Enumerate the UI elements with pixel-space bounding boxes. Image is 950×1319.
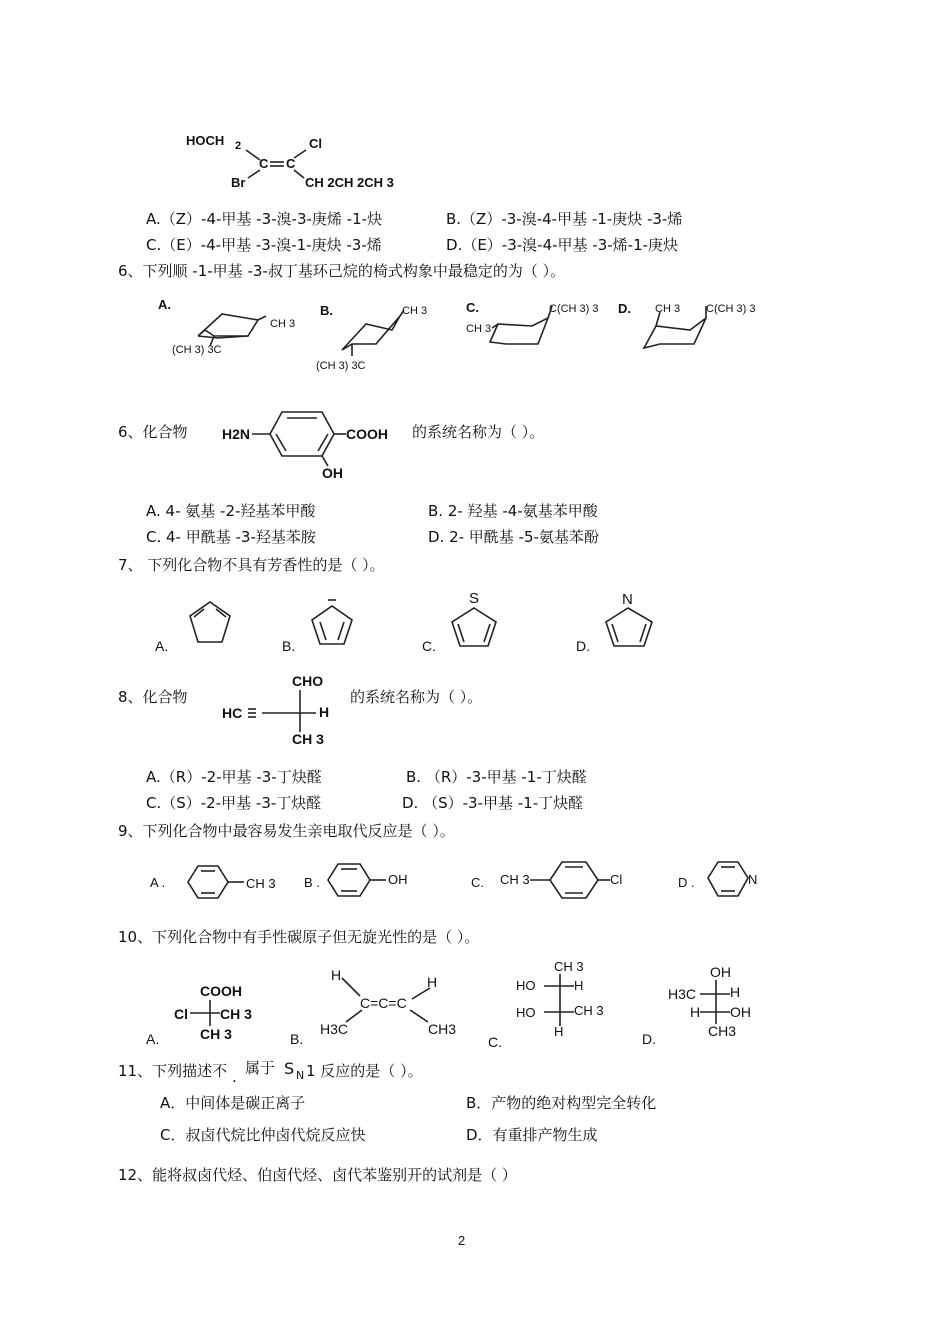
q6a-b-sub2: (CH 3) 3C	[316, 360, 366, 372]
q11-question-post: 1 反应的是（ ）。	[306, 1062, 423, 1080]
q9-letter-b: B .	[304, 875, 320, 890]
q8-prefix: 8、化合物	[118, 688, 188, 706]
q11-option-b: B．产物的绝对构型完全转化	[466, 1094, 657, 1112]
q9-d-sub: N	[748, 872, 758, 887]
q10-d-h1: H	[730, 984, 741, 1000]
q6a-letter-a: A.	[158, 297, 171, 312]
q6b-option-c: C. 4- 甲酰基 -3-羟基苯胺	[146, 528, 316, 546]
q5-option-c: C.（E）-4-甲基 -3-溴-1-庚炔 -3-烯	[146, 236, 382, 254]
q10-d-ch3: CH3	[708, 1023, 737, 1039]
q6a-letter-d: D.	[618, 301, 631, 316]
q10-b-h3c: H3C	[320, 1021, 349, 1037]
q10-d-h3c: H3C	[668, 986, 697, 1002]
q6a-d-sub2: C(CH 3) 3	[706, 303, 756, 315]
page-number: 2	[458, 1233, 466, 1248]
q6b-option-d: D. 2- 甲酰基 -5-氨基苯酚	[428, 528, 599, 546]
q10-a-cl: Cl	[174, 1006, 188, 1022]
q7-letter-d: D.	[576, 638, 590, 654]
q5-hoch2-label: HOCH	[186, 133, 225, 148]
q10-b-ch3: CH3	[428, 1021, 457, 1037]
q10-c-h2: H	[554, 1024, 564, 1039]
q7-letter-c: C.	[422, 638, 436, 654]
q10-c-ho2: HO	[516, 1005, 536, 1020]
q6b-cooh-label: COOH	[346, 426, 388, 442]
q10-b-h1: H	[331, 967, 342, 983]
q9-letter-c: C.	[471, 875, 484, 890]
q9-question: 9、下列化合物中最容易发生亲电取代反应是（ ）。	[118, 822, 455, 840]
q6a-letter-b: B.	[320, 303, 333, 318]
q8-ch3-label: CH 3	[292, 731, 324, 747]
q7-s-atom: S	[469, 590, 480, 607]
q7-question: 7、 下列化合物不具有芳香性的是（ ）。	[118, 556, 385, 574]
q5-option-b: B.（Z）-3-溴-4-甲基 -1-庚炔 -3-烯	[446, 210, 683, 228]
q10-c-ch3-top: CH 3	[554, 959, 584, 974]
q7-letter-a: A.	[155, 638, 169, 654]
q7-n-atom: N	[622, 591, 633, 608]
q6a-a-sub2: (CH 3) 3C	[172, 344, 222, 356]
q12-question: 12、能将叔卤代烃、伯卤代烃、卤代苯鉴别开的试剂是（ ）	[118, 1166, 517, 1184]
q11-question-pre: 11、下列描述不	[118, 1062, 228, 1080]
q5-c2-label: C	[286, 156, 296, 171]
q10-letter-a: A.	[146, 1031, 160, 1047]
q11-option-d: D．有重排产物生成	[466, 1126, 598, 1144]
q6a-letter-c: C.	[466, 300, 479, 315]
q9-letter-d: D .	[678, 875, 695, 890]
q6a-c-sub1: C(CH 3) 3	[549, 303, 599, 315]
q10-d-oh1: OH	[710, 964, 731, 980]
q10-d-oh2: OH	[730, 1004, 751, 1020]
q8-suffix: 的系统名称为（ ）。	[350, 688, 483, 706]
q8-cho-label: CHO	[292, 673, 324, 689]
q6a-question: 6、下列顺 -1-甲基 -3-叔丁基环己烷的椅式构象中最稳定的为（ ）。	[118, 262, 566, 280]
q9-c-sub-left: CH 3	[500, 872, 530, 887]
q8-option-c: C.（S）-2-甲基 -3-丁炔醛	[146, 794, 322, 812]
q5-c1-label: C	[259, 156, 269, 171]
q10-letter-c: C.	[488, 1034, 502, 1050]
q11-sn-n: N	[296, 1069, 305, 1082]
q11-question-mid: 属于	[245, 1059, 276, 1077]
q7-letter-b: B.	[282, 638, 296, 654]
q10-d-h2: H	[690, 1004, 701, 1020]
q10-c-h1: H	[574, 978, 584, 993]
q6a-b-sub1: CH 3	[402, 305, 428, 317]
q10-a-cooh: COOH	[200, 983, 242, 999]
q6b-oh-label: OH	[322, 465, 343, 481]
q5-cl-label: Cl	[309, 136, 322, 151]
q11-question-dot: .	[232, 1068, 237, 1086]
q10-letter-d: D.	[642, 1031, 656, 1047]
q6b-nh2-label: H2N	[222, 426, 251, 442]
q9-c-sub-right: Cl	[610, 872, 623, 887]
q5-chain-label: CH 2CH 2CH 3	[305, 175, 394, 190]
q10-question: 10、下列化合物中有手性碳原子但无旋光性的是（ ）。	[118, 928, 480, 946]
q9-letter-a: A .	[150, 875, 166, 890]
q6b-suffix: 的系统名称为（ ）。	[412, 423, 545, 441]
q8-option-a: A.（R）-2-甲基 -3-丁炔醛	[146, 768, 322, 786]
q6b-option-b: B. 2- 羟基 -4-氨基苯甲酸	[428, 502, 598, 520]
q6a-d-sub1: CH 3	[655, 303, 681, 315]
q8-hc-label: HC	[222, 705, 243, 721]
q6b-prefix: 6、化合物	[118, 423, 188, 441]
q6a-c-sub2: CH 3	[466, 323, 492, 335]
q10-c-ho1: HO	[516, 978, 536, 993]
q11-sn-s: S	[284, 1059, 295, 1078]
q5-option-d: D.（E）-3-溴-4-甲基 -3-烯-1-庚炔	[446, 236, 679, 254]
q11-option-c: C．叔卤代烷比仲卤代烷反应快	[160, 1126, 366, 1144]
q5-br-label: Br	[231, 175, 246, 190]
q10-letter-b: B.	[290, 1031, 304, 1047]
q11-option-a: A．中间体是碳正离子	[160, 1094, 306, 1112]
q5-hoch2-sub: 2	[235, 140, 242, 152]
q5-option-a: A.（Z）-4-甲基 -3-溴-3-庚烯 -1-炔	[146, 210, 383, 228]
q8-option-d: D. （S）-3-甲基 -1-丁炔醛	[402, 794, 584, 812]
q8-h-label: H	[319, 704, 330, 720]
q6a-a-sub1: CH 3	[270, 318, 296, 330]
q10-b-h2: H	[427, 974, 438, 990]
q10-a-ch3-right: CH 3	[220, 1006, 252, 1022]
q6b-option-a: A. 4- 氨基 -2-羟基苯甲酸	[146, 502, 316, 520]
q9-b-sub: OH	[388, 872, 408, 887]
q10-b-allene: C=C=C	[360, 995, 407, 1011]
q9-a-sub: CH 3	[246, 876, 276, 891]
q10-c-ch3: CH 3	[574, 1003, 604, 1018]
q10-a-ch3-bottom: CH 3	[200, 1026, 232, 1042]
q8-option-b: B. （R）-3-甲基 -1-丁炔醛	[406, 768, 587, 786]
